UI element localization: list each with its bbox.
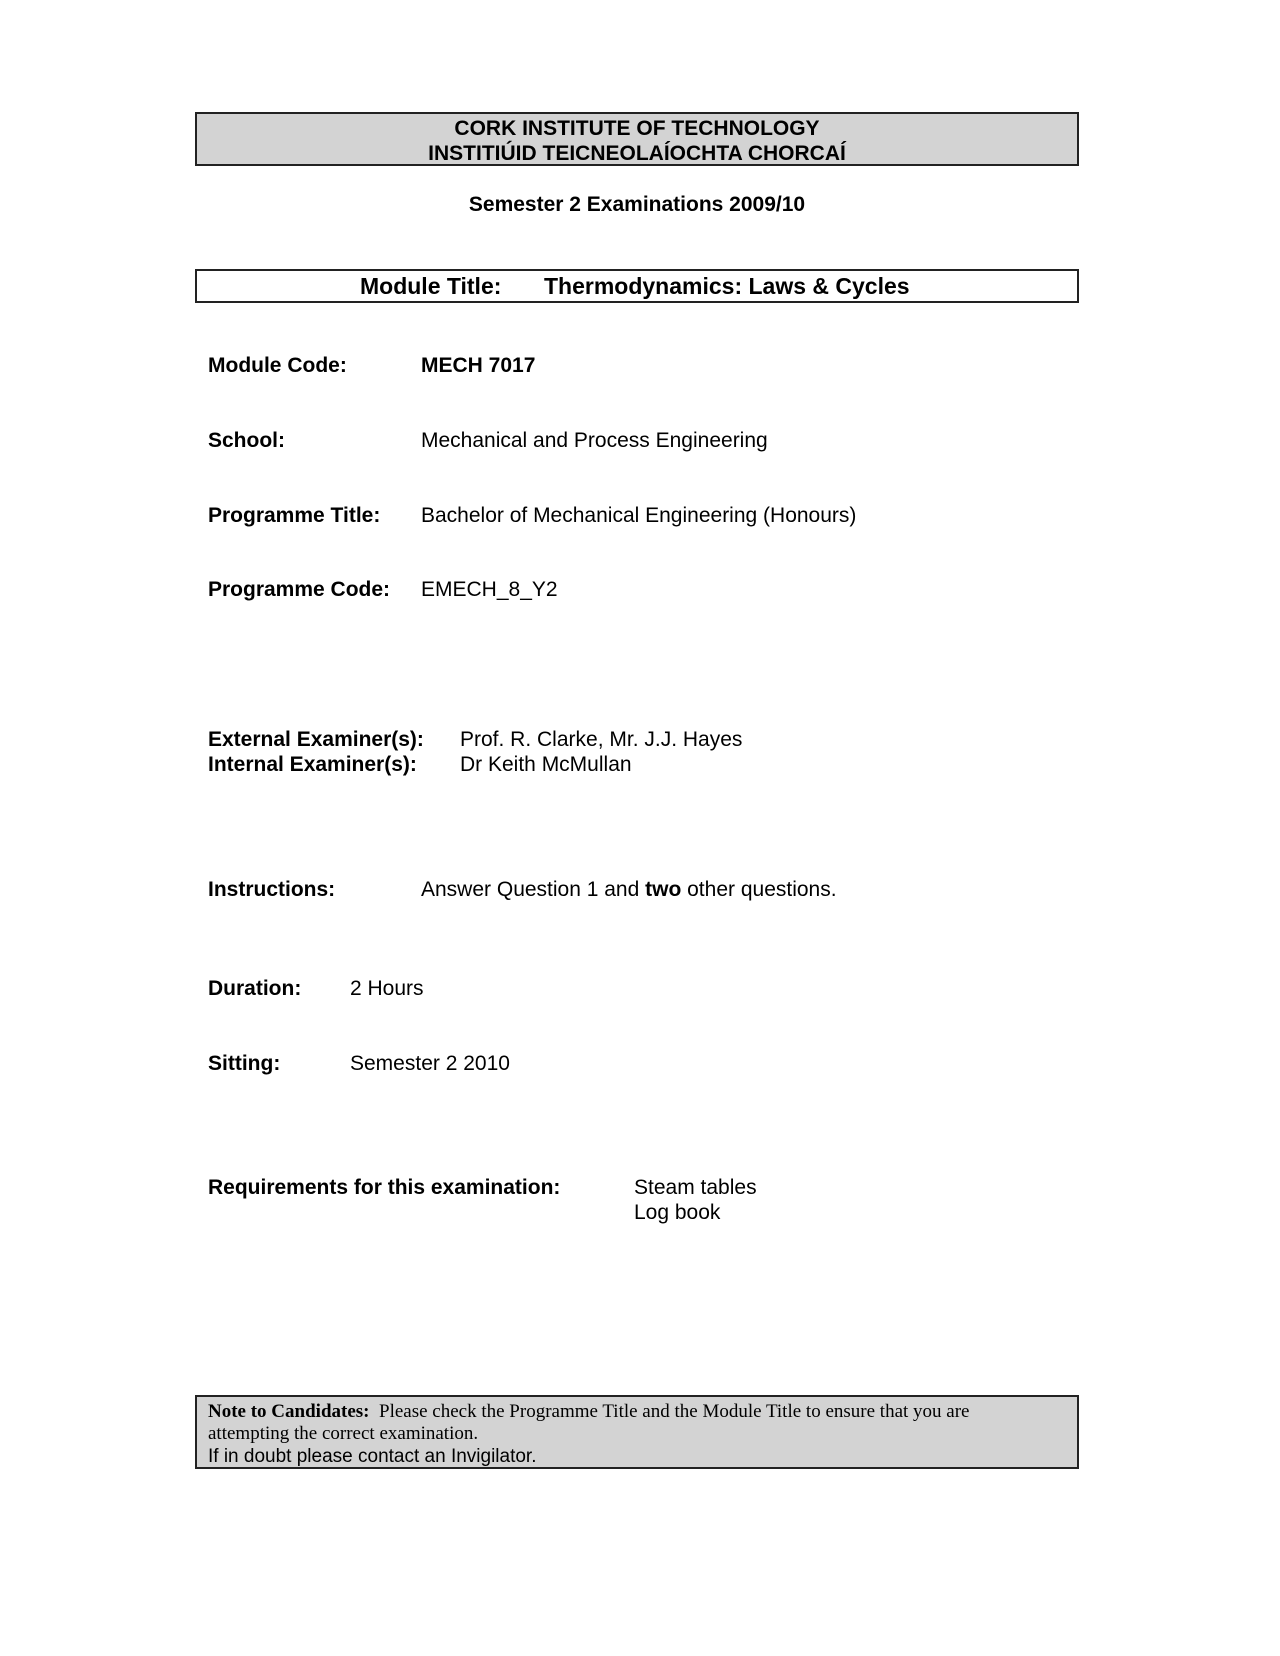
external-examiners-label: External Examiner(s):	[208, 728, 424, 751]
exam-session-title: Semester 2 Examinations 2009/10	[468, 193, 806, 216]
instructions-emphasis: two	[645, 878, 682, 901]
requirement-item: Log book	[634, 1201, 721, 1224]
note-to-candidates-box	[195, 1395, 1079, 1469]
duration-value: 2 Hours	[350, 977, 424, 1000]
note-text: Please check the Programme Title and the Module Title to ensure that you are	[379, 1401, 970, 1422]
duration-label: Duration:	[208, 977, 302, 1000]
internal-examiners-label: Internal Examiner(s):	[208, 753, 417, 776]
requirements-label: Requirements for this examination:	[208, 1176, 561, 1199]
institution-name-ga: INSTITIÚID TEICNEOLAÍOCHTA CHORCAÍ	[428, 142, 846, 165]
institution-name-en: CORK INSTITUTE OF TECHNOLOGY	[454, 117, 820, 140]
instructions-text-pre: Answer Question 1 and	[421, 878, 646, 901]
note-line-2: attempting the correct examination.	[208, 1423, 479, 1444]
note-label: Note to Candidates:	[208, 1401, 370, 1422]
programme-title-value: Bachelor of Mechanical Engineering (Honours)	[421, 504, 857, 527]
module-code-value: MECH 7017	[421, 354, 536, 377]
internal-examiners-value: Dr Keith McMullan	[460, 753, 632, 776]
module-code-label: Module Code:	[208, 354, 347, 377]
note-line-1	[208, 1401, 1066, 1423]
instructions-value	[421, 878, 837, 902]
module-title-box	[195, 269, 1079, 303]
programme-code-label: Programme Code:	[208, 578, 391, 601]
programme-code-value: EMECH_8_Y2	[421, 578, 558, 601]
module-title-label: Module Title:	[360, 273, 502, 299]
sitting-value: Semester 2 2010	[350, 1052, 510, 1075]
instructions-text-post: other questions.	[681, 878, 837, 901]
institution-header	[195, 112, 1079, 166]
school-value: Mechanical and Process Engineering	[421, 429, 768, 452]
requirement-item: Steam tables	[634, 1176, 757, 1199]
instructions-label: Instructions:	[208, 878, 336, 901]
school-label: School:	[208, 429, 285, 452]
note-line-3: If in doubt please contact an Invigilator.	[208, 1446, 537, 1467]
module-title-value: Thermodynamics: Laws & Cycles	[544, 273, 910, 299]
external-examiners-value: Prof. R. Clarke, Mr. J.J. Hayes	[460, 728, 743, 751]
sitting-label: Sitting:	[208, 1052, 281, 1075]
programme-title-label: Programme Title:	[208, 504, 381, 527]
